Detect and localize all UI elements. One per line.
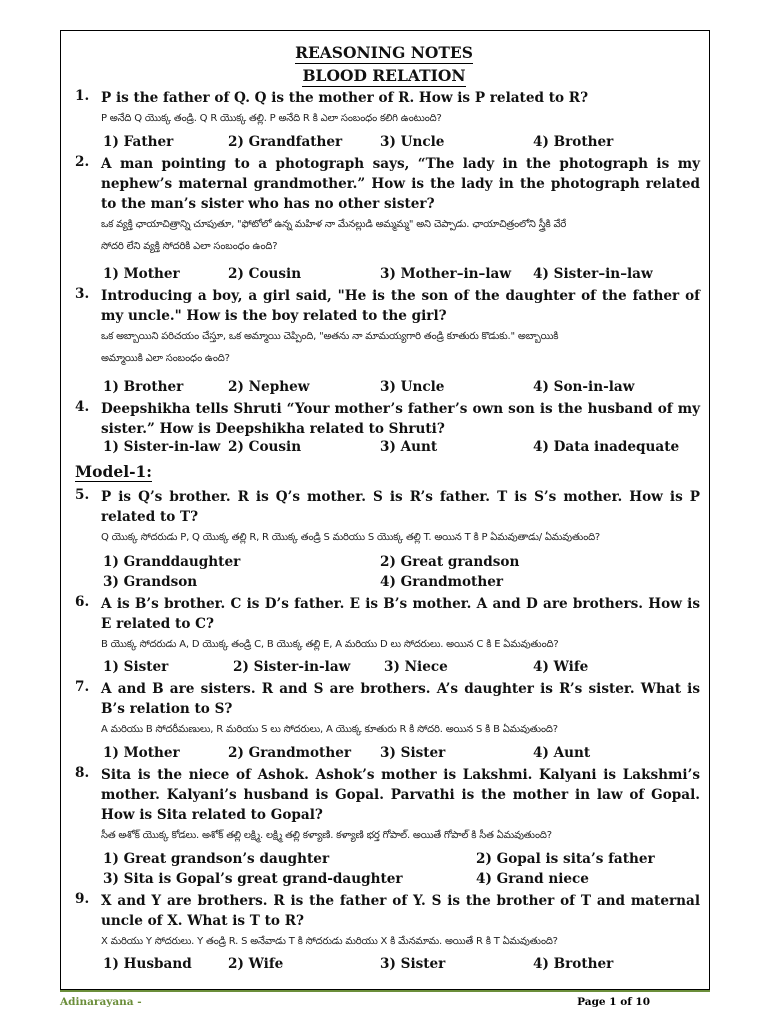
option-2: 2) Gopal is sita’s father — [476, 851, 655, 867]
option-4: 4) Grand niece — [476, 871, 589, 887]
option-1: 1) Mother — [103, 266, 180, 282]
footer-author: Adinarayana - — [60, 996, 142, 1008]
section-heading: Model-1: — [75, 462, 153, 481]
question-text: A and B are sisters. R and S are brothers. A’s daughter is R’s sister. What is B’s relation to S? — [101, 681, 700, 717]
option-2: 2) Nephew — [228, 379, 310, 395]
question-8 — [75, 765, 700, 847]
option-1: 1) Father — [103, 134, 174, 150]
question-number: 4. — [75, 399, 90, 415]
question-number: 8. — [75, 765, 90, 781]
question-3 — [75, 286, 700, 370]
option-2: 2) Cousin — [228, 439, 302, 455]
option-3: 3) Uncle — [380, 379, 445, 395]
option-1: 1) Husband — [103, 956, 192, 972]
question-telugu: ఒక వ్యక్తి ఛాయాచిత్రాన్ని చూపుతూ, "ఫోటోలో ఉన్న మహిళ నా మేనల్లుడి అమ్మమ్మ" అని చెప్పాడు. ఛాయాచిత్రంలోని స్త్రీకి వేరే — [101, 219, 567, 230]
option-4: 4) Brother — [533, 134, 614, 150]
question-number: 2. — [75, 154, 90, 170]
question-2 — [75, 154, 700, 258]
option-1: 1) Brother — [103, 379, 184, 395]
option-2: 2) Sister-in-law — [233, 659, 351, 675]
question-telugu: X మరియు Y సోదరులు. Y తండ్రి R. S అనేవాడు T కి సోదరుడు మరియు X కి మేనమామ. అయితే R కి T ఏమవుతుంది? — [101, 936, 558, 947]
option-2: 2) Grandfather — [228, 134, 343, 150]
option-2: 2) Cousin — [228, 266, 302, 282]
option-3: 3) Grandson — [103, 574, 198, 590]
question-number: 3. — [75, 286, 90, 302]
question-5 — [75, 487, 700, 549]
question-telugu: B యొక్క సోదరుడు A, D యొక్క తండ్రి C, B యొక్క తల్లి E, A మరియు D లు సోదరులు. అయిన C కి E ఏమవుతుంది? — [101, 639, 559, 650]
question-number: 1. — [75, 88, 90, 104]
option-4: 4) Brother — [533, 956, 614, 972]
question-number: 9. — [75, 891, 90, 907]
question-text: Deepshikha tells Shruti “Your mother’s father’s own son is the husband of my sister.” How is Deepshikha related to Shruti? — [101, 401, 700, 437]
question-telugu: సోదరి లేని వ్యక్తి సోదరికి ఎలా సంబంధం ఉంది? — [101, 241, 278, 252]
question-text: Sita is the niece of Ashok. Ashok’s mother is Lakshmi. Kalyani is Lakshmi’s mother. Kalyani’s husband is Gopal. Parvathi is the mother in law of Gopal. How is Sita related to Gopal? — [101, 767, 700, 823]
option-4: 4) Grandmother — [380, 574, 504, 590]
option-4: 4) Son-in-law — [533, 379, 635, 395]
question-telugu: అమ్మాయికి ఎలా సంబంధం ఉంది? — [101, 353, 230, 364]
question-text: Introducing a boy, a girl said, "He is the son of the daughter of the father of my uncle." How is the boy related to the girl? — [101, 288, 700, 324]
option-4: 4) Aunt — [533, 745, 591, 761]
question-number: 6. — [75, 594, 90, 610]
question-9 — [75, 891, 700, 953]
option-3: 3) Mother–in–law — [380, 266, 512, 282]
page-subtitle: BLOOD RELATION — [302, 66, 466, 85]
question-text: P is Q’s brother. R is Q’s mother. S is R’s father. T is S’s mother. How is P related to T? — [101, 489, 700, 525]
footer-page-number: Page 1 of 10 — [577, 996, 650, 1008]
option-3: 3) Aunt — [380, 439, 438, 455]
question-telugu: ఒక అబ్బాయిని పరిచయం చేస్తూ, ఒక అమ్మాయి చెప్పింది, "అతను నా మామయ్యగారి తండ్రి కూతురు కొడుకు." అబ్బాయికి — [101, 331, 559, 342]
question-7 — [75, 679, 700, 741]
option-1: 1) Sister — [103, 659, 169, 675]
question-number: 5. — [75, 487, 90, 503]
option-3: 3) Uncle — [380, 134, 445, 150]
option-1: 1) Granddaughter — [103, 554, 241, 570]
option-1: 1) Sister-in-law — [103, 439, 221, 455]
question-text: P is the father of Q. Q is the mother of R. How is P related to R? — [101, 90, 589, 106]
option-1: 1) Mother — [103, 745, 180, 761]
question-number: 7. — [75, 679, 90, 695]
option-4: 4) Sister–in–law — [533, 266, 653, 282]
question-1 — [75, 88, 700, 130]
question-6 — [75, 594, 700, 656]
option-2: 2) Grandmother — [228, 745, 352, 761]
option-2: 2) Wife — [228, 956, 284, 972]
page-footer — [60, 990, 710, 1022]
question-telugu: P అనేది Q యొక్క తండ్రి. Q R యొక్క తల్లి. P అనేది R కి ఎలా సంబంధం కలిగి ఉంటుంది? — [101, 113, 442, 124]
option-3: 3) Sister — [380, 956, 446, 972]
question-4 — [75, 399, 700, 439]
question-text: X and Y are brothers. R is the father of Y. S is the brother of T and maternal uncle of X. What is T to R? — [101, 893, 700, 929]
question-telugu: సీత అశోక్ యొక్క కోడలు. అశోక్ తల్లి లక్ష్మి. లక్ష్మి తల్లి కళ్యాణి. కళ్యాణి భర్త గోపాల్. అయితే గోపాల్ కి సీత ఏమవుతుంది? — [101, 830, 552, 841]
question-text: A man pointing to a photograph says, “The lady in the photograph is my nephew’s maternal grandmother.” How is the lady in the photograph related to the man’s sister who has no other sister? — [101, 156, 700, 212]
option-4: 4) Data inadequate — [533, 439, 680, 455]
question-text: A is B’s brother. C is D’s father. E is B’s mother. A and D are brothers. How is E related to C? — [101, 596, 700, 632]
option-4: 4) Wife — [533, 659, 589, 675]
option-1: 1) Great grandson’s daughter — [103, 851, 330, 867]
question-telugu: A మరియు B సోదరీమణులు, R మరియు S లు సోదరులు, A యొక్క కూతురు R కి సోదరి. అయిన S కి B ఏమవుతుంది? — [101, 724, 558, 735]
option-3: 3) Sita is Gopal’s great grand-daughter — [103, 871, 403, 887]
option-3: 3) Niece — [384, 659, 448, 675]
option-2: 2) Great grandson — [380, 554, 520, 570]
option-3: 3) Sister — [380, 745, 446, 761]
page-title: REASONING NOTES — [295, 43, 473, 62]
question-telugu: Q యొక్క సోదరుడు P, Q యొక్క తల్లి R, R యొక్క తండ్రి S మరియు S యొక్క తల్లి T. అయిన T కి P ఏమవుతాడు/ ఏమవుతుంది? — [101, 532, 601, 543]
